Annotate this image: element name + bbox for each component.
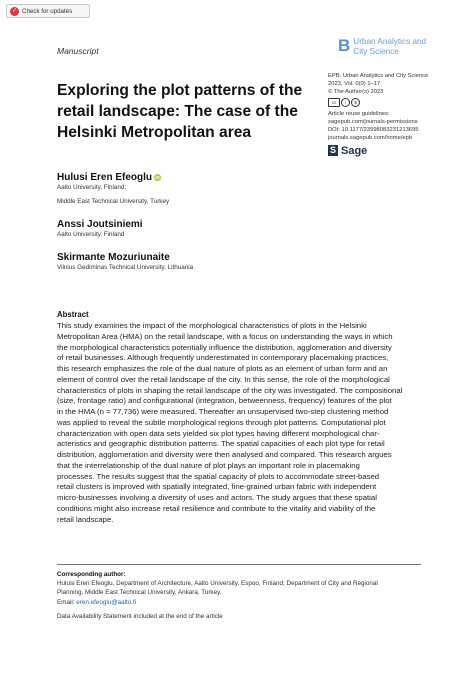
- author-block-3: [57, 252, 193, 272]
- journal-home-link[interactable]: journals.sagepub.com/home/epb: [328, 135, 413, 142]
- reuse-guidelines: Article reuse guidelines:: [328, 110, 390, 117]
- check-for-updates-badge[interactable]: [6, 4, 90, 18]
- email-link[interactable]: eren.efeoglu@aalto.fi: [76, 598, 137, 606]
- sage-label: Sage: [341, 144, 368, 157]
- article-meta: [328, 72, 468, 156]
- data-availability-note: Data Availability Statement included at the end of the article: [57, 613, 223, 620]
- author-name: Hulusi Eren Efeoglu: [57, 172, 153, 183]
- abstract-line: was applied to reveal the subtle morphological regions through plot patterns. Computational plot: [57, 417, 386, 427]
- copyright: © The Author(s) 2023: [328, 89, 384, 96]
- abstract-body: [57, 321, 421, 525]
- author-name: Anssi Joutsiniemi: [57, 219, 143, 230]
- abstract-line: characterization with open data sets yielded six plot types having different morphological char-: [57, 428, 380, 438]
- check-for-updates-label: Check for updates: [22, 7, 73, 15]
- abstract-line: Metropolitan Area (HMA) on the retail landscape, with a focus on understanding the ways in which: [57, 331, 393, 341]
- abstract-line: acteristics and geographic distribution patterns. The spatial capacities of each plot type for retail: [57, 439, 385, 449]
- abstract-heading: Abstract: [57, 310, 89, 319]
- sage-logo: [328, 145, 468, 156]
- abstract-line: of retail businesses. Although frequently underestimated in contemporary placemaking practices,: [57, 353, 389, 363]
- author-affiliation: Aalto University, Finland: [57, 231, 125, 238]
- crossmark-icon: ✓: [11, 7, 18, 14]
- author-affiliation: Vilnius Gediminas Technical University, Lithuania: [57, 264, 194, 271]
- abstract-line: element of control over the retail landscape of the city. In this sense, the role of the morphological: [57, 374, 390, 384]
- abstract-line: retail landscape.: [57, 514, 114, 524]
- abstract-line: characteristics of plots in shaping the retail landscape of the city was investigated. The compositional: [57, 385, 403, 395]
- email-label: Email:: [57, 598, 75, 606]
- orcid-icon[interactable]: iD: [155, 175, 160, 180]
- abstract-line: conditions might also increase retail resilience and contribute to the vitality and viability of the: [57, 503, 376, 513]
- cc-license-icon[interactable]: cc i $: [328, 98, 360, 107]
- article-title: Exploring the plot patterns of the retail landscape: The case of the Helsinki Metropolitan area: [57, 82, 303, 141]
- abstract-line: in the HMA (n = 77,736) were measured. Thereafter an unsupervised two-step clustering method: [57, 407, 389, 416]
- author-block-1: [57, 172, 169, 206]
- abstract-line: this research emphasizes the role of the dual nature of plots as an element of urban form and an: [57, 364, 388, 373]
- footnote-divider: [57, 564, 421, 565]
- correspondence-heading: Corresponding author:: [57, 571, 126, 578]
- journal-name: EPB: Urban Analytics and City Science: [328, 73, 429, 79]
- sage-s-icon: S: [329, 145, 336, 156]
- manuscript-label: Manuscript: [57, 46, 99, 56]
- author-affiliation: Aalto University, Finland;: [57, 184, 127, 191]
- journal-logo-line1: Urban Analytics and: [353, 37, 427, 46]
- doi[interactable]: DOI: 10.1177/23998083231213695: [328, 127, 419, 134]
- abstract-line: that the interrelationship of the dual nature of plot plays an important role in placemaking: [57, 460, 360, 470]
- author-affiliation: Middle East Technical University, Turkey: [57, 198, 170, 205]
- journal-b-icon: B: [338, 36, 351, 55]
- abstract-line: This study examines the impact of the morphological characteristics of plots in the Helsinki: [57, 321, 367, 330]
- author-name: Skirmante Mozuriunaite: [57, 252, 170, 263]
- correspondence-line: Planning, Middle East Technical University, Ankara, Turkey.: [57, 589, 222, 597]
- abstract-line: distribution, agglomeration and diversity were then analysed and compared. This research argues: [57, 450, 392, 459]
- journal-logo: [338, 37, 426, 57]
- abstract-line: the morphological characteristics potentially influence the distribution, agglomeration and diversity: [57, 342, 392, 352]
- correspondence-line: Hulusi Eren Efeoglu, Department of Architecture, Aalto University, Espoo, Finland; Department of City and Regional: [57, 580, 378, 588]
- permissions-link[interactable]: sagepub.com/journals-permissions: [328, 118, 418, 125]
- abstract-line: micro-businesses involving a diversity of uses and actors. The study argues that these spatial: [57, 493, 377, 502]
- author-block-2: [57, 219, 143, 239]
- abstract-line: processes. The results suggest that the spatial capacity of plots to accommodate street-based: [57, 471, 380, 481]
- journal-logo-line2: City Science: [353, 47, 399, 56]
- abstract-line: (size, frontage ratio) and configurational (integration, betweenness, frequency) features of the plot: [57, 396, 392, 406]
- abstract-line: retail clusters is improved with spatially integrated, fine-grained urban fabric with independent: [57, 482, 377, 492]
- volume-info: 2023, Vol. 0(0) 1–17: [328, 81, 381, 88]
- correspondence-block: [57, 570, 427, 607]
